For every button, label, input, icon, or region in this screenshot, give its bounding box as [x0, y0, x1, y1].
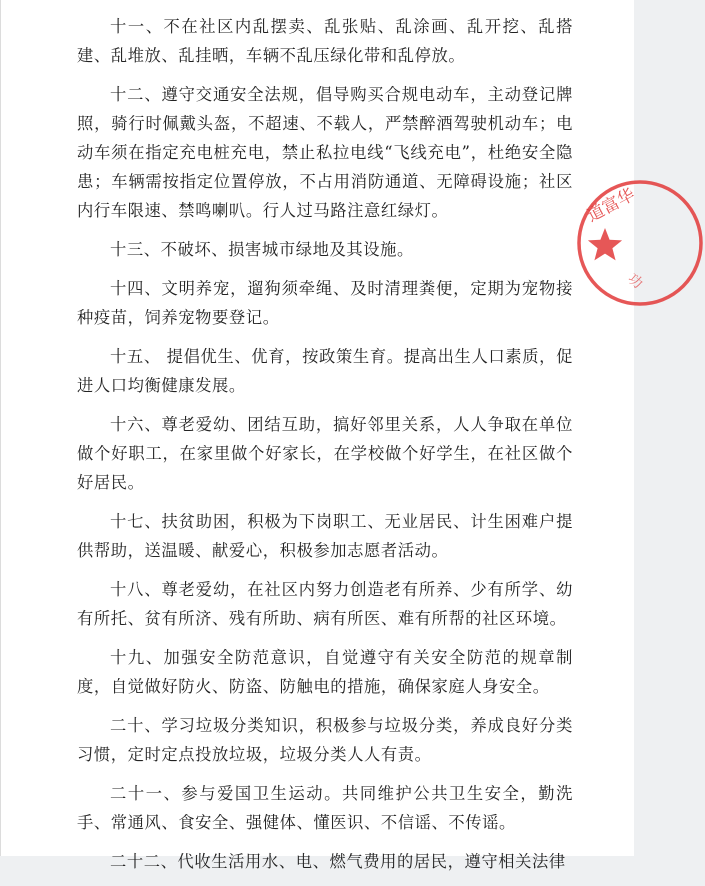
document-body: [77, 12, 573, 886]
paragraph-11: 十一、不在社区内乱摆卖、乱张贴、乱涂画、乱开挖、乱搭建、乱堆放、乱挂晒，车辆不乱压绿化带和乱停放。: [77, 17, 573, 65]
paragraph-19: 十九、加强安全防范意识，自觉遵守有关安全防范的规章制度，自觉做好防火、防盗、防触电的措施，确保家庭人身安全。: [77, 648, 573, 696]
paragraph-15: 十五、 提倡优生、优育，按政策生育。提高出生人口素质，促进人口均衡健康发展。: [77, 347, 573, 395]
paragraph-13: 十三、不破坏、损害城市绿地及其设施。: [110, 240, 414, 259]
seal-text: 道富华: [583, 184, 639, 227]
paragraph-14: 十四、文明养宠，遛狗须牵绳、及时清理粪便，定期为宠物接种疫苗，饲养宠物要登记。: [77, 279, 573, 327]
paragraph-18: 十八、尊老爱幼，在社区内努力创造老有所养、少有所学、幼有所托、贫有所济、残有所助、病有所医、难有所帮的社区环境。: [77, 580, 573, 628]
paragraph-17: 十七、扶贫助困，积极为下岗职工、无业居民、计生困难户提供帮助，送温暖、献爱心，积极参加志愿者活动。: [77, 512, 573, 560]
paragraph-20: 二十、学习垃圾分类知识，积极参与垃圾分类，养成良好分类习惯，定时定点投放垃圾，垃圾分类人人有责。: [77, 716, 573, 764]
paragraph-12: 十二、遵守交通安全法规，倡导购买合规电动车，主动登记牌照，骑行时佩戴头盔，不超速、不载人，严禁醉酒驾驶机动车；电动车须在指定充电桩充电，禁止私拉电线“飞线充电”，杜绝安全隐患；车辆需按指定位置停放，不占用消防通道、无障碍设施；社区内行车限速、禁鸣喇叭。行人过马路注意红绿灯。: [77, 85, 573, 220]
paragraph-16: 十六、尊老爱幼、团结互助，搞好邻里关系，人人争取在单位做个好职工，在家里做个好家长，在学校做个好学生，在社区做个好居民。: [77, 415, 573, 492]
seal-edge-text: 功: [624, 270, 646, 293]
star-icon: [588, 228, 622, 260]
paragraph-22: 二十二、代收生活用水、电、燃气费用的居民，遵守相关法律: [110, 852, 566, 871]
paragraph-21: 二十一、参与爱国卫生运动。共同维护公共卫生安全，勤洗手、常通风、食安全、强健体、懂医识、不信谣、不传谣。: [77, 784, 573, 832]
red-seal-stamp: [575, 178, 705, 308]
